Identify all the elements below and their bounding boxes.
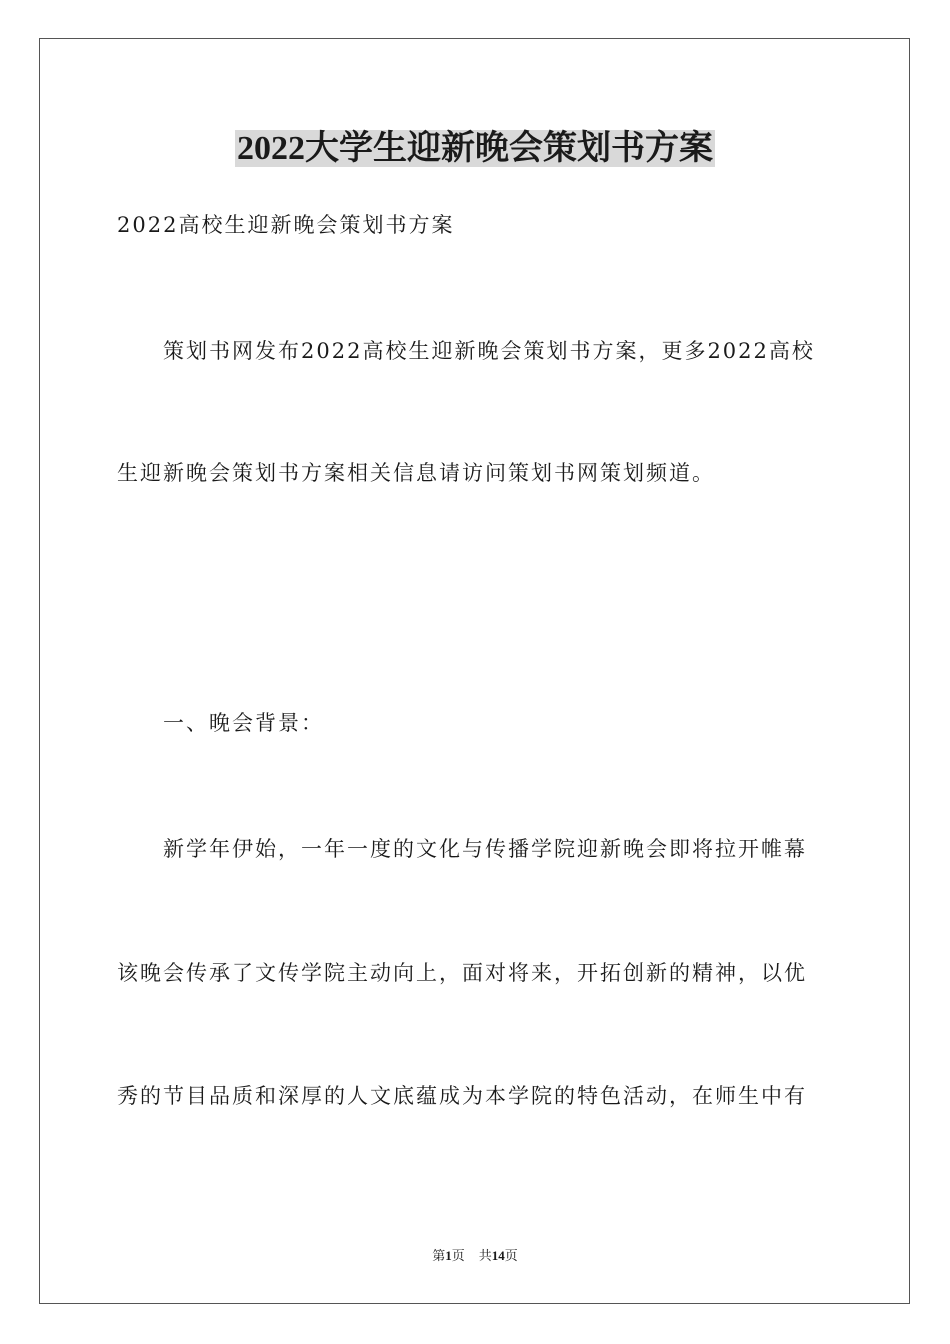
- paragraph-line: 该晚会传承了文传学院主动向上，面对将来，开拓创新的精神，以优: [117, 961, 807, 985]
- footer-page-suffix: 页: [451, 1248, 465, 1263]
- footer-total-suffix: 页: [504, 1248, 518, 1263]
- footer-page-prefix: 第: [432, 1248, 446, 1263]
- footer-total-prefix: 共: [478, 1248, 492, 1263]
- paragraph-line: 秀的节目品质和深厚的人文底蕴成为本学院的特色活动，在师生中有: [117, 1084, 807, 1108]
- section-heading-background: 一、晚会背景：: [163, 711, 324, 735]
- footer-total-pages: 14: [491, 1248, 505, 1263]
- paragraph-line: 策划书网发布2022高校生迎新晚会策划书方案，更多2022高校: [163, 339, 815, 363]
- document-title-text: 2022大学生迎新晚会策划书方案: [237, 130, 713, 167]
- document-title: [0, 126, 950, 172]
- paragraph-line: 新学年伊始，一年一度的文化与传播学院迎新晚会即将拉开帷幕: [163, 837, 807, 861]
- document-subtitle: 2022高校生迎新晚会策划书方案: [117, 213, 455, 237]
- page-footer: [0, 1247, 950, 1265]
- footer-page-number: 1: [445, 1248, 452, 1263]
- paragraph-line: 生迎新晚会策划书方案相关信息请访问策划书网策划频道。: [117, 461, 715, 485]
